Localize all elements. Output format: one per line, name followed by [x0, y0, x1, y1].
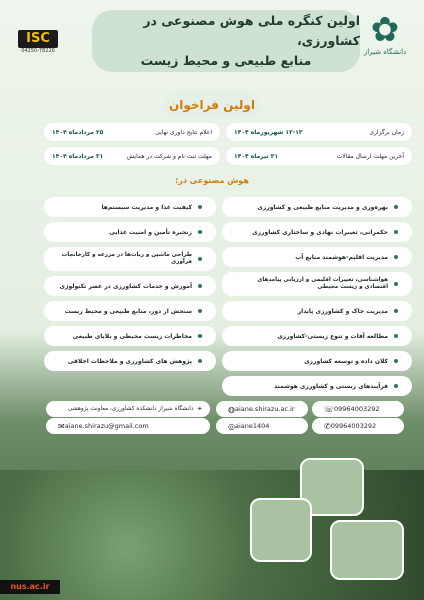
topic-item: هواشناسی، تغییرات اقلیمی و ارزیابی پیامدهای اقتصادی و زیست محیطی	[222, 272, 412, 296]
topic-item: مدیریت خاک و کشاورزی پایدار	[222, 301, 412, 321]
topic-item: زنجیره تأمین و امنیت غذایی	[44, 222, 216, 242]
field-photo	[250, 498, 312, 562]
bullet-icon	[198, 359, 202, 363]
bullet-icon	[198, 230, 202, 234]
topic-item: حکمرانی، تغییرات نهادی و ساختاری کشاورزی	[222, 222, 412, 242]
bullet-icon	[198, 309, 202, 313]
bullet-icon	[198, 334, 202, 338]
shiraz-university-logo	[360, 12, 410, 72]
title-line-1: اولین کنگره ملی هوش مصنوعی در کشاورزی،	[143, 13, 360, 48]
topic-item: سنجش از دور، منابع طبیعی و محیط زیست	[44, 301, 216, 321]
whatsapp-icon: ☏	[324, 404, 335, 414]
instagram-icon: ◎	[228, 421, 235, 431]
logo-text: دانشگاه شیراز	[363, 48, 407, 56]
isc-badge: ISC	[18, 30, 58, 48]
topic-item: بهره‌وری و مدیریت منابع طبیعی و کشاورزی	[222, 197, 412, 217]
isc-number: 04250-78220	[21, 48, 55, 54]
bullet-icon	[394, 384, 398, 388]
bullet-icon	[198, 257, 202, 261]
email-2[interactable]: ✉ aiane.shirazu@gmail.com	[46, 418, 210, 434]
drone-photo	[330, 520, 404, 580]
results-date-row	[44, 123, 220, 141]
website-1[interactable]: ◍ aiane.shirazu.ac.ir	[216, 401, 308, 417]
location-icon: ⌖	[197, 404, 202, 413]
section-title: هوش مصنوعی در:	[175, 176, 249, 185]
event-date-label: زمان برگزاری	[369, 128, 404, 136]
topic-item: فرآیندهای زیستی و کشاورزی هوشمند	[222, 376, 412, 396]
topic-item: مدیریت اقلیم-هوشمند منابع آب	[222, 247, 412, 267]
bullet-icon	[394, 230, 398, 234]
topic-item: کلان داده و توسعه کشاورزی	[222, 351, 412, 371]
topic-item: مخاطرات زیست محیطی و بلایای طبیعی	[44, 326, 216, 346]
topic-item: طراحی ماشین و ربات‌ها در مزرعه و کارخانجات فرآوری	[44, 247, 216, 271]
title-line-2: منابع طبیعی و محیط زیست	[140, 53, 312, 68]
deadline-value: ۳۱ تیرماه ۱۴۰۴	[234, 152, 279, 160]
deadline-row	[226, 147, 412, 165]
results-date-value: ۲۵ مردادماه ۱۴۰۴	[52, 128, 104, 136]
bullet-icon	[394, 334, 398, 338]
email-icon: ✉	[58, 421, 65, 431]
bullet-icon	[394, 282, 398, 286]
bullet-icon	[394, 255, 398, 259]
bullet-icon	[198, 205, 202, 209]
event-date-value: ۱۲-۱۳ شهریورماه ۱۴۰۴	[234, 128, 303, 136]
phone-icon: ✆	[324, 421, 331, 431]
topic-item: آموزش و خدمات کشاورزی در عصر تکنولوژی	[44, 276, 216, 296]
event-date-row	[226, 123, 412, 141]
results-date-label: اعلام نتایج داوری نهایی	[155, 128, 212, 136]
topic-item: مطالعه آفات و تنوع زیستی-کشاورزی	[222, 326, 412, 346]
registration-row	[44, 147, 220, 165]
globe-icon: ◍	[228, 404, 235, 414]
bullet-icon	[394, 359, 398, 363]
phone-2[interactable]: ✆ 09964003292	[312, 418, 404, 434]
first-call-title: اولین فراخوان	[162, 92, 262, 118]
congress-title	[92, 10, 360, 72]
logo-emblem-icon: ✿	[370, 10, 400, 50]
registration-value: ۳۱ مردادماه ۱۴۰۴	[52, 152, 104, 160]
registration-label: مهلت ثبت نام و شرکت در همایش	[126, 152, 212, 160]
address: ⌖ دانشگاه شیراز دانشکده کشاورزی، معاونت پژوهشی	[46, 401, 210, 417]
isc-logo	[18, 30, 58, 58]
topic-item: پژوهش های کشاورزی و ملاحظات اخلاقی	[44, 351, 216, 371]
bullet-icon	[394, 205, 398, 209]
instagram-handle[interactable]: ◎ aiane1404	[216, 418, 308, 434]
topic-item: کیفیت غذا و مدیریت سیستم‌ها	[44, 197, 216, 217]
bullet-icon	[394, 309, 398, 313]
bullet-icon	[198, 284, 202, 288]
nus-badge: nus.ac.ir	[0, 580, 60, 594]
deadline-label: آخرین مهلت ارسال مقالات	[336, 152, 404, 160]
phone-1[interactable]: ☏ 09964003292	[312, 401, 404, 417]
